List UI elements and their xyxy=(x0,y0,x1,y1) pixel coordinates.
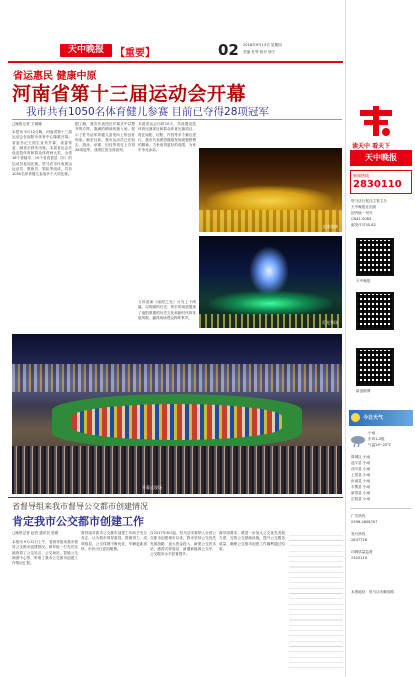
weather-line-1: 东风1-2级 xyxy=(368,437,385,441)
publisher-line-2: 国内统一刊号 xyxy=(351,211,373,215)
subhead-rule xyxy=(12,119,342,120)
district-weather-4: 汝南县 小雨 xyxy=(351,479,371,483)
district-weather-3: 上蔡县 小雨 xyxy=(351,473,371,477)
article1-col2: 据了解，我市代表团在开幕式中以整齐的方阵、饱满的精神风貌入场，展示了驻马店体育健儿奋发向上的良好形象。截至目前，我市运动员已在射击、游泳、举重、田径等项目上夺得28项冠军，成绩位居全省前列。 xyxy=(75,122,135,153)
district-weather-5: 平舆县 小雨 xyxy=(351,485,371,489)
article2-col1: 本报讯 9月12日上午，省督导组来我市督导公交都市创建情况。督导组一行先后实地查看了公交站点、公交场站、智能公交调度中心等，听取了我市公交都市创建工作情况汇报。 xyxy=(12,540,78,566)
weather-banner xyxy=(349,410,413,426)
article1-col4: 文体表演《南阳之光》分为上下两篇，以绚丽的灯光、恢宏的场面展现了南阳厚重的历史文化和新时代的发展风貌，赢得现场观众阵阵掌声。 xyxy=(138,300,196,320)
district-weather-2: 西平县 小雨 xyxy=(351,467,371,471)
masthead-logo xyxy=(356,106,396,138)
sidebar-divider xyxy=(345,0,346,677)
publisher-line-0: 驻马店日报社主管主办 xyxy=(351,199,387,203)
district-weather-0: 驿城区 小雨 xyxy=(351,455,371,459)
section-label: 【重要】 xyxy=(115,48,155,59)
photo2-caption: 灯光秀场 xyxy=(322,320,338,325)
hotline-number: 2830110 xyxy=(353,179,402,190)
sidebar-slogan: 读天中 看天下 xyxy=(352,143,391,150)
weather-line-0: 小雨 xyxy=(368,431,376,435)
hotline-box xyxy=(350,170,412,194)
performance-photo xyxy=(199,148,342,232)
newspaper-logo: 天中晚报 xyxy=(60,44,112,57)
sidebar-rule xyxy=(350,508,412,509)
stadium-photo xyxy=(12,334,342,494)
weibo-label: 新浪微博 xyxy=(356,389,371,393)
article2-col5 xyxy=(289,531,343,668)
publisher-line-3: CN41-0083 xyxy=(351,217,372,221)
page-number: 02 xyxy=(218,41,239,59)
district-weather-7: 正阳县 小雨 xyxy=(351,497,371,501)
article-divider xyxy=(8,497,343,498)
wechat-label: 天中晚报 xyxy=(356,279,371,283)
sun-icon xyxy=(351,413,360,422)
article2-byline: □晚报记者 赵哲 通讯员 张娟 xyxy=(12,531,59,535)
header-rule xyxy=(8,61,343,63)
ad-label: 广告热线 xyxy=(351,514,366,518)
weather-title: 今日天气 xyxy=(363,415,384,421)
ad-phone: 0396-2608707 xyxy=(351,520,378,524)
service-line-2: 印刷质量监督 xyxy=(351,550,373,554)
publisher-line-4: 邮发代号35-82 xyxy=(351,223,376,227)
article1-byline: □晚报记者 王娜娜 xyxy=(12,122,42,126)
article2-col2: 督导组对我市公交都市创建工作给予充分肯定，认为我市领导重视、措施得力、成效明显，公交线网不断优化，车辆更新加快，市民出行更加便捷。 xyxy=(81,531,147,551)
wechat-qr-code[interactable] xyxy=(356,238,394,276)
photo1-caption: 文体表演 xyxy=(322,224,338,229)
article2-col3: 自2017年8月起，驻马店市被纳入全省公交都市创建城市以来，我市坚持公交优先发展战略，加大资金投入，新建公交首末站、港湾式停靠站，新增新能源公交车，公交服务水平显著提升。 xyxy=(150,531,216,557)
publisher-line-1: 天中晚报社出版 xyxy=(351,205,377,209)
service-line-1: 2837726 xyxy=(351,538,368,542)
weibo-qr-code[interactable] xyxy=(356,348,394,386)
service-line-3: 2320110 xyxy=(351,556,368,560)
photo3-caption: 开幕式现场 xyxy=(142,485,162,490)
district-weather-1: 遂平县 小雨 xyxy=(351,461,371,465)
lightshow-photo xyxy=(199,236,342,328)
article2-col4: 督导组要求，要进一步加大公交优先发展力度，完善公交基础设施，提升公交服务质量，确保公交都市创建工作顺利通过验收。 xyxy=(219,531,285,551)
cloud-rain-icon xyxy=(350,432,366,444)
article1-kicker: 省运惠民 健康中原 xyxy=(13,71,97,82)
article1-col1: 本报讯 9月12日晚，河南省第十三届运动会在南阳市体育中心隆重开幕。省委书记王国生宣布开幕，省委常委、副省长舒庆出席。本届省运会共设竞技体育和群众体育两大类，全省18个省辖市、10个省直管县（市）的运动员参加比赛。驻马店市代表团由运动员、教练员、领队等组成，共有1050名体育健儿参加多个大项比赛。 xyxy=(12,130,72,177)
staff-line: 责编 杜琴 校对 徐宁 xyxy=(243,50,276,54)
article2-headline: 肯定我市公交都市创建工作 xyxy=(12,515,144,528)
weather-line-2: 气温19~25℃ xyxy=(368,443,392,447)
article1-headline: 河南省第十三届运动会开幕 xyxy=(12,83,247,105)
service-line-0: 发行热线 xyxy=(351,532,366,536)
sidebar-address: 本报地址：驻马店市解放路 xyxy=(351,590,395,594)
sidebar-paper-name: 天中晚报 xyxy=(350,150,412,166)
app-qr-code[interactable] xyxy=(356,292,394,330)
article2-kicker: 省督导组来我市督导公交都市创建情况 xyxy=(12,502,148,511)
hotline-label: 新闻热线 xyxy=(353,173,369,178)
article1-col3: 本届省运会历时10天，共设置竞技体育比赛项目和群众体育比赛项目，将在南阳、信阳、许昌等多个赛区进行。我市代表团将继续发扬顽强拼搏的精神，力争取得更好的成绩，为家乡争光添彩。 xyxy=(138,122,196,153)
date-line: 2018年9月13日 星期四 xyxy=(243,43,282,47)
district-weather-6: 新蔡县 小雨 xyxy=(351,491,371,495)
article1-subheadline: 我市共有1050名体育健儿参赛 目前已夺得28项冠军 xyxy=(26,106,269,118)
